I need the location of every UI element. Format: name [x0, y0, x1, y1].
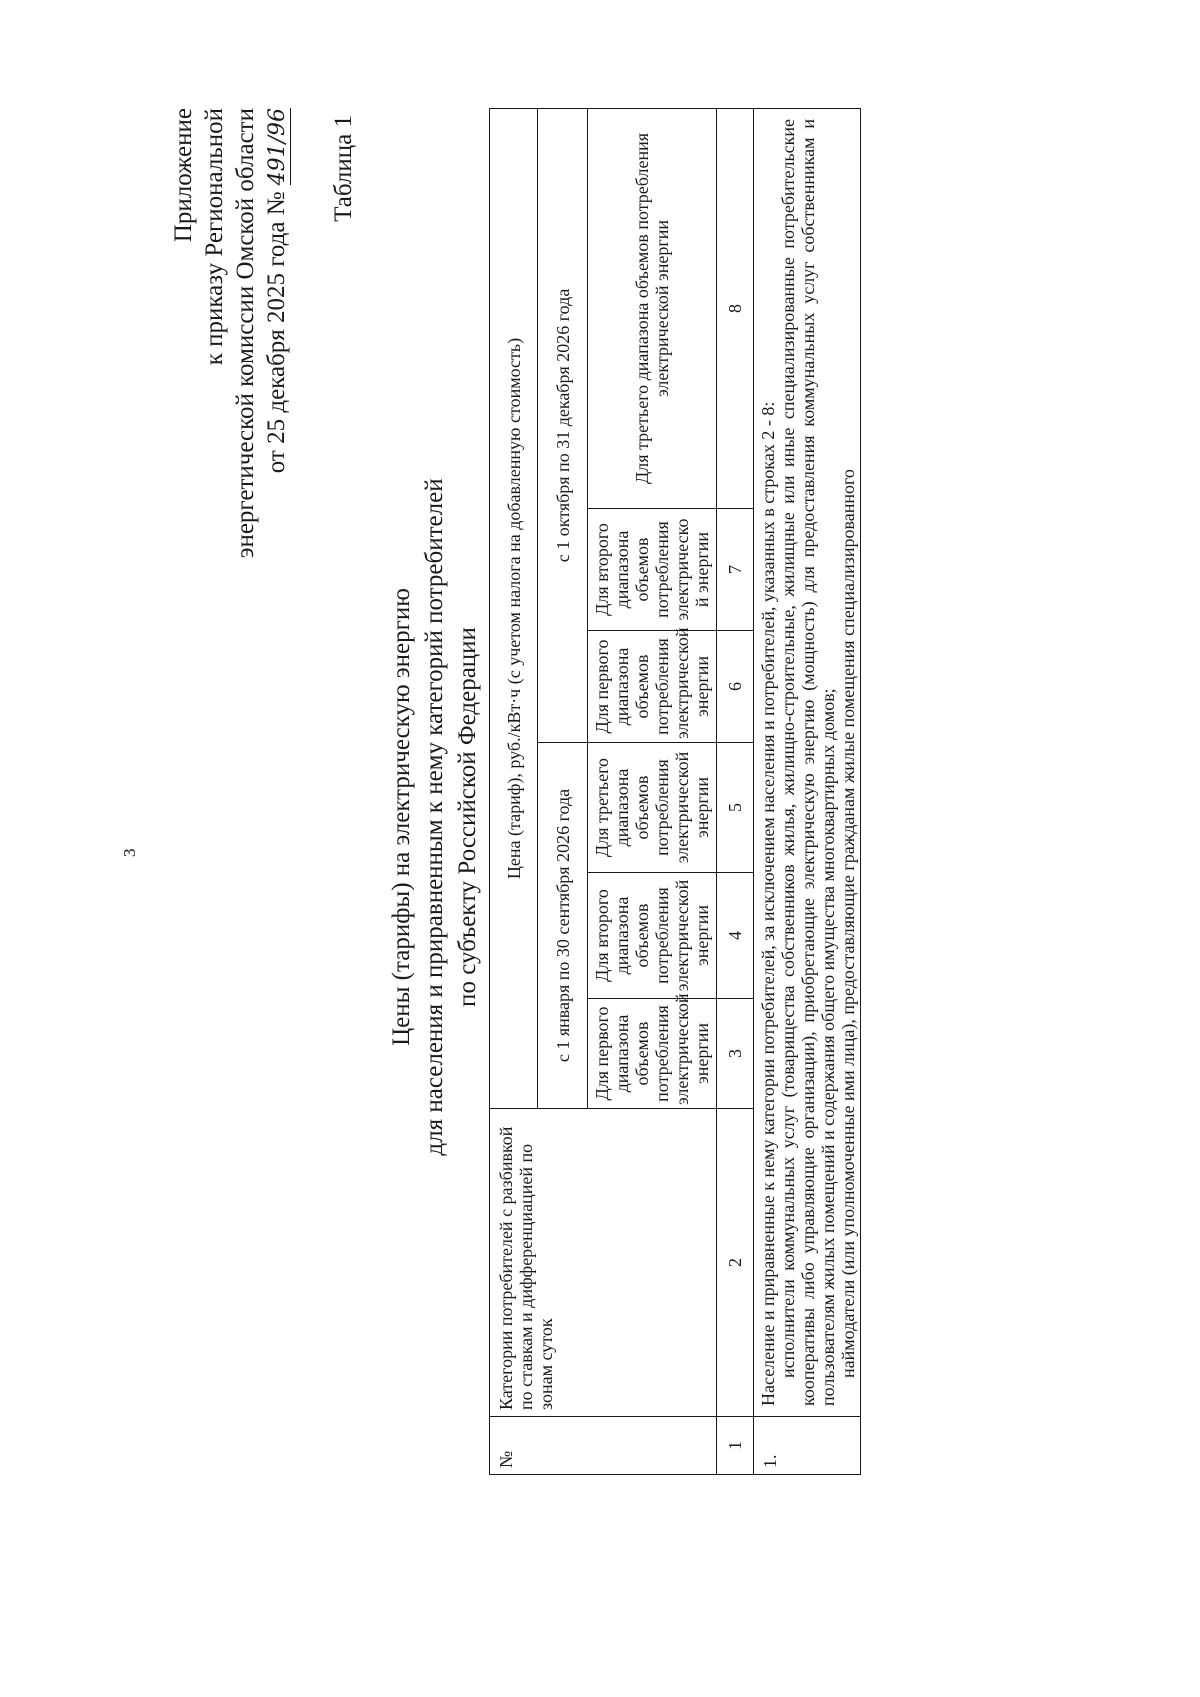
column-number-row	[717, 108, 754, 1474]
appendix-title: Приложение	[170, 108, 197, 243]
title-line-1: Цены (тарифы) на электрическую энергию	[388, 588, 415, 1046]
header-range-2: Для второго диапазона объемов потребления электрической энергии	[588, 873, 717, 999]
row-item: исполнители коммунальных услуг (товарищества собственников жилья, жилищно-строительные, жилищные или иные специализированные потребительские кооперативы либо управляющие организации), приобретающие электрическую энергию (мощность) для предоставления коммунальных услуг собственникам и пользователям жилых помещений и содержания общего имущества многоквартирных домов;	[778, 118, 838, 1406]
appendix-date-line	[261, 108, 292, 558]
row-heading: Население и приравненные к нему категории потребителей, за исключением населения и потребителей, указанных в строках 2 - 8:	[758, 401, 778, 1406]
appendix-header	[168, 108, 292, 558]
header-period-1: с 1 января по 30 сентября 2026 года	[538, 743, 588, 1109]
title-line-2: для населения и приравненным к нему категорий потребителей	[421, 478, 448, 1156]
column-number: 4	[717, 873, 754, 999]
header-price: Цена (тариф), руб./кВт·ч (с учетом налога на добавленную стоимость)	[490, 108, 538, 1108]
table-row	[754, 108, 861, 1474]
header-row-1	[490, 108, 538, 1474]
header-range-6: Для третьего диапазона объемов потребления электрической энергии	[588, 108, 717, 508]
row-item: наймодатели (или уполномоченные ими лица), предоставляющие гражданам жилые помещения специализированного	[838, 469, 858, 1378]
tariff-table	[489, 108, 861, 1475]
column-number: 6	[717, 631, 754, 743]
header-range-4: Для первого диапазона объемов потребления электрической энергии	[588, 631, 717, 743]
page-number: 3	[120, 848, 139, 857]
column-number: 3	[717, 999, 754, 1109]
header-period-2: с 1 октября по 31 декабря 2026 года	[538, 108, 588, 742]
column-number: 8	[717, 108, 754, 508]
column-number: 2	[717, 1109, 754, 1417]
column-number: 5	[717, 743, 754, 873]
column-number: 7	[717, 509, 754, 631]
appendix-order-ref: к приказу Региональной	[201, 108, 228, 366]
header-range-5: Для второго диапазона объемов потребления электрическо й энергии	[588, 509, 717, 631]
header-number: №	[490, 1417, 717, 1475]
header-range-3: Для третьего диапазона объемов потребления электрической энергии	[588, 743, 717, 873]
appendix-date: от 25 декабря 2025 года №	[263, 191, 290, 474]
title-line-3: по субъекту Российской Федерации	[454, 627, 481, 1007]
table-label: Таблица 1	[330, 115, 357, 222]
document-title	[385, 417, 484, 1217]
row-number: 1.	[754, 1417, 861, 1475]
column-number: 1	[717, 1417, 754, 1475]
row-description	[754, 108, 861, 1416]
appendix-commission: энергетической комиссии Омской области	[232, 108, 259, 559]
header-category: Категории потребителей с разбивкой по ставкам и дифференциацией по зонам суток	[490, 1109, 717, 1417]
order-number-handwritten: 491/96	[265, 108, 290, 186]
header-range-1: Для первого диапазона объемов потребления электрической энергии	[588, 999, 717, 1109]
